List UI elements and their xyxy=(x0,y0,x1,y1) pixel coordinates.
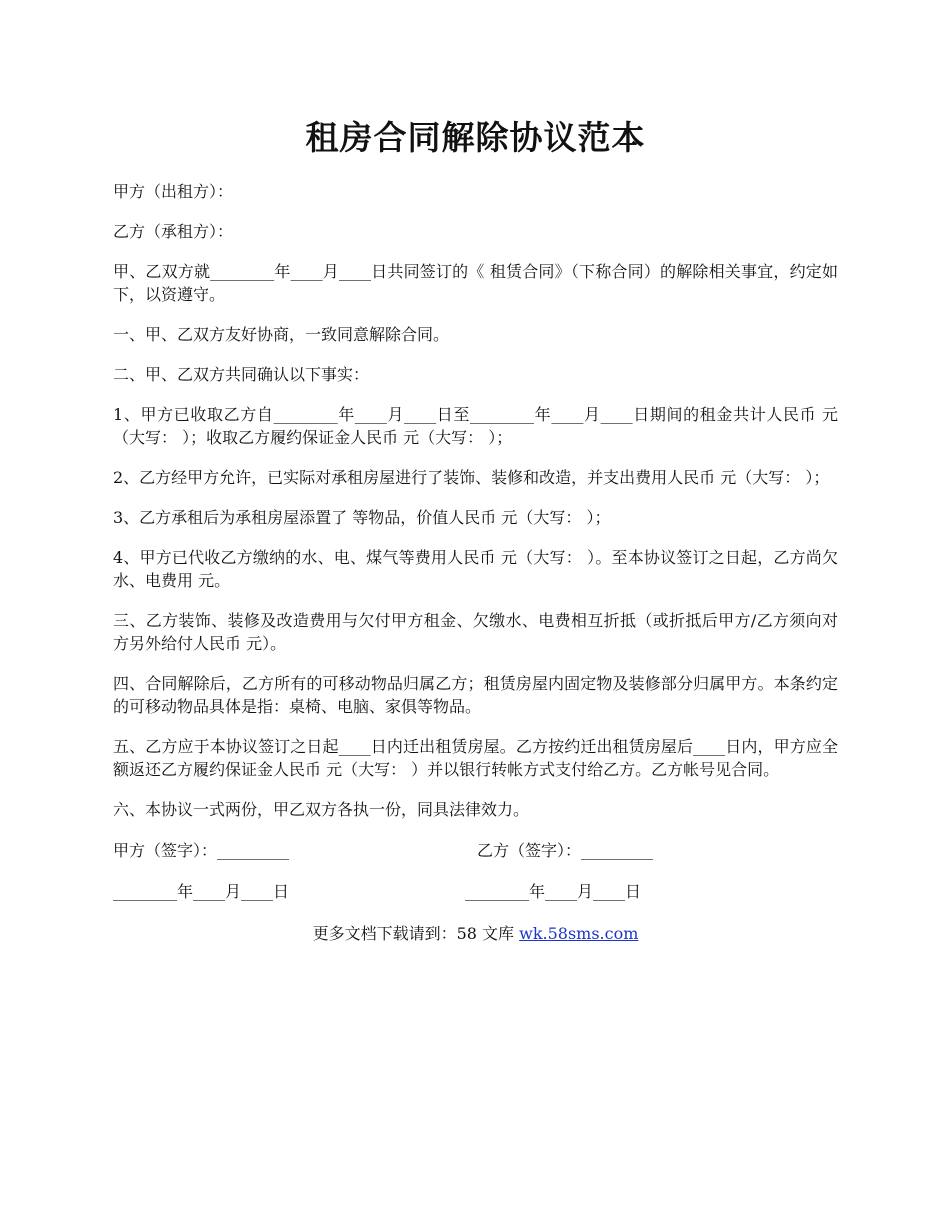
party-b-date: ________年____月____日 xyxy=(465,882,642,901)
party-b-line: 乙方（承租方）： xyxy=(113,222,234,241)
party-a-signature: 甲方（签字）：_________ xyxy=(113,841,290,860)
signature-row xyxy=(113,839,838,862)
clause-1: 一、甲、乙双方友好协商，一致同意解除合同。 xyxy=(113,325,450,344)
party-a-line: 甲方（出租方）： xyxy=(113,182,234,201)
footer-link[interactable]: wk.58sms.com xyxy=(519,924,639,943)
clause-6: 六、本协议一式两份，甲乙双方各执一份，同具法律效力。 xyxy=(113,800,530,819)
footer xyxy=(113,922,838,945)
intro-paragraph: 甲、乙双方就________年____月____日共同签订的《 租赁合同》（下称合同）的解除相关事宜，约定如下，以资遵守。 xyxy=(113,262,838,304)
clause-4: 四、合同解除后，乙方所有的可移动物品归属乙方；租赁房屋内固定物及装修部分归属甲方。本条约定的可移动物品具体是指：桌椅、电脑、家俱等物品。 xyxy=(113,674,838,716)
clause-2: 二、甲、乙双方共同确认以下事实： xyxy=(113,365,370,384)
document-title: 租房合同解除协议范本 xyxy=(305,118,646,157)
clause-5: 五、乙方应于本协议签订之日起____日内迁出租赁房屋。乙方按约迁出租赁房屋后____日内，甲方应全额返还乙方履约保证金人民币 元（大写： ）并以银行转帐方式支付给乙方。乙方帐号见合同。 xyxy=(113,737,838,779)
fact-3: 3、乙方承租后为承租房屋添置了 等物品，价值人民币 元（大写： ）； xyxy=(113,508,611,527)
fact-4: 4、甲方已代收乙方缴纳的水、电、煤气等费用人民币 元（大写： ）。至本协议签订之日起，乙方尚欠水、电费用 元。 xyxy=(113,548,838,590)
party-b-signature: 乙方（签字）：_________ xyxy=(477,841,654,860)
footer-text: 更多文档下载请到：58 文库 xyxy=(312,924,520,943)
clause-3: 三、乙方装饰、装修及改造费用与欠付甲方租金、欠缴水、电费相互折抵（或折抵后甲方/乙方须向对方另外给付人民币 元）。 xyxy=(113,611,838,653)
fact-1: 1、甲方已收取乙方自________年____月____日至________年____月____日期间的租金共计人民币 元（大写： ）；收取乙方履约保证金人民币 元（大写： ）； xyxy=(113,405,838,447)
party-a-date: ________年____月____日 xyxy=(113,882,290,901)
fact-2: 2、乙方经甲方允许，已实际对承租房屋进行了装饰、装修和改造，并支出费用人民币 元（大写： ）； xyxy=(113,468,830,487)
date-row xyxy=(113,880,838,903)
